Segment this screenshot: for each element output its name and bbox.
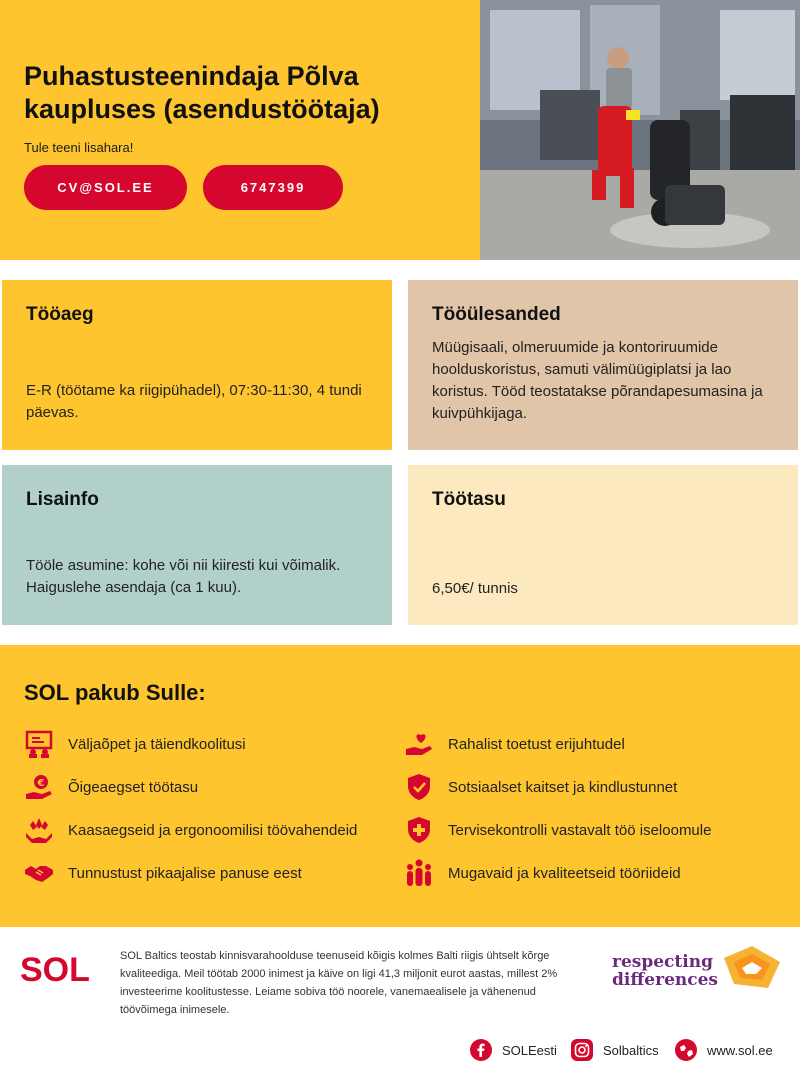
website-url: www.sol.ee xyxy=(707,1042,773,1058)
benefit-item xyxy=(402,856,681,890)
extra-info-card xyxy=(2,465,392,625)
benefit-label: Tunnustust pikaajalise panuse eest xyxy=(68,864,302,882)
euro-hand-icon xyxy=(22,770,56,804)
training-icon xyxy=(22,727,56,761)
benefit-label: Rahalist toetust erijuhtudel xyxy=(448,735,625,753)
shield-plus-icon xyxy=(402,813,436,847)
svg-text:€: € xyxy=(37,778,45,789)
instagram-link[interactable] xyxy=(571,1039,659,1061)
tasks-title: Tööülesanded xyxy=(432,304,561,325)
contact-buttons xyxy=(24,165,343,210)
heart-hand-icon xyxy=(402,727,436,761)
sol-logo xyxy=(20,950,102,986)
benefit-label: Mugavaid ja kvaliteetseid tööriideid xyxy=(448,864,681,882)
extra-info-text: Tööle asumine: kohe või nii kiiresti kui võimalik. Haiguslehe asendaja (ca 1 kuu). xyxy=(26,557,341,596)
benefits-title: SOL pakub Sulle: xyxy=(24,680,206,705)
job-title-line1: Puhastusteenindaja Põlva xyxy=(24,61,359,91)
globe-icon xyxy=(675,1039,697,1061)
cleaner-photo xyxy=(480,0,800,260)
facebook-handle: SOLEesti xyxy=(502,1042,557,1058)
benefit-item xyxy=(22,770,198,804)
website-link[interactable] xyxy=(675,1039,773,1061)
shield-check-icon xyxy=(402,770,436,804)
slogan-line2: differences xyxy=(612,970,718,990)
facebook-link[interactable] xyxy=(470,1039,557,1061)
pay-card xyxy=(408,465,798,625)
pay-title: Töötasu xyxy=(432,489,506,510)
benefit-label: Õigeaegset töötasu xyxy=(68,778,199,796)
job-title-line2: kaupluses (asendustöötaja) xyxy=(24,94,380,124)
handshake-icon xyxy=(22,856,56,890)
facebook-icon xyxy=(470,1039,492,1061)
job-subtitle: Tule teeni lisahara! xyxy=(24,140,134,155)
benefit-item xyxy=(22,856,302,890)
job-title xyxy=(24,60,464,126)
phone-button[interactable]: 6747399 xyxy=(203,165,343,210)
header-text xyxy=(24,60,464,155)
tasks-card xyxy=(408,280,798,450)
tools-hand-icon xyxy=(22,813,56,847)
header-banner xyxy=(0,0,800,260)
benefit-item xyxy=(402,727,625,761)
benefit-item xyxy=(22,727,246,761)
worktime-card xyxy=(2,280,392,450)
benefit-label: Väljaõpet ja täiendkoolitusi xyxy=(68,735,246,753)
pay-text: 6,50€/ tunnis xyxy=(432,580,518,597)
tasks-text: Müügisaali, olmeruumide ja kontoriruumide hoolduskoristus, samuti välimüügiplatsi ja lao koristus. Tööd teostatakse põrandapesumasina ja kuivpühkijaga. xyxy=(432,339,763,422)
respecting-differences-mark xyxy=(722,944,782,990)
company-description: SOL Baltics teostab kinnisvarahoolduse teenuseid kõigis kolmes Balti riigis ühtselt kõrge kvaliteediga. Meil töötab 2000 inimest ja käive on ligi 41,3 miljonit eurot aastas, millest 2% investeerime koolitustesse. Leiame sobiva töö noorele, vanemaealisele ja vähenenud töövõimega inimesele. xyxy=(120,950,558,1016)
benefit-item xyxy=(402,770,677,804)
people-icon xyxy=(402,856,436,890)
benefit-label: Kaasaegseid ja ergonoomilisi töövahendeid xyxy=(68,821,358,839)
email-cv-button[interactable]: CV@SOL.EE xyxy=(24,165,187,210)
worktime-text: E-R (töötame ka riigipühadel), 07:30-11:30, 4 tundi päevas. xyxy=(26,382,362,421)
benefit-item xyxy=(402,813,711,847)
instagram-icon xyxy=(571,1039,593,1061)
benefit-label: Sotsiaalset kaitset ja kindlustunnet xyxy=(448,778,678,796)
slogan-line1: respecting xyxy=(612,952,713,972)
respecting-differences-slogan xyxy=(612,953,718,989)
sol-logo-text: SOL xyxy=(20,951,90,986)
benefit-item xyxy=(22,813,357,847)
extra-info-title: Lisainfo xyxy=(26,489,99,510)
worktime-title: Tööaeg xyxy=(26,304,94,325)
benefit-label: Tervisekontrolli vastavalt töö iseloomule xyxy=(448,821,712,839)
benefits-section xyxy=(0,645,800,927)
instagram-handle: Solbaltics xyxy=(603,1042,659,1058)
